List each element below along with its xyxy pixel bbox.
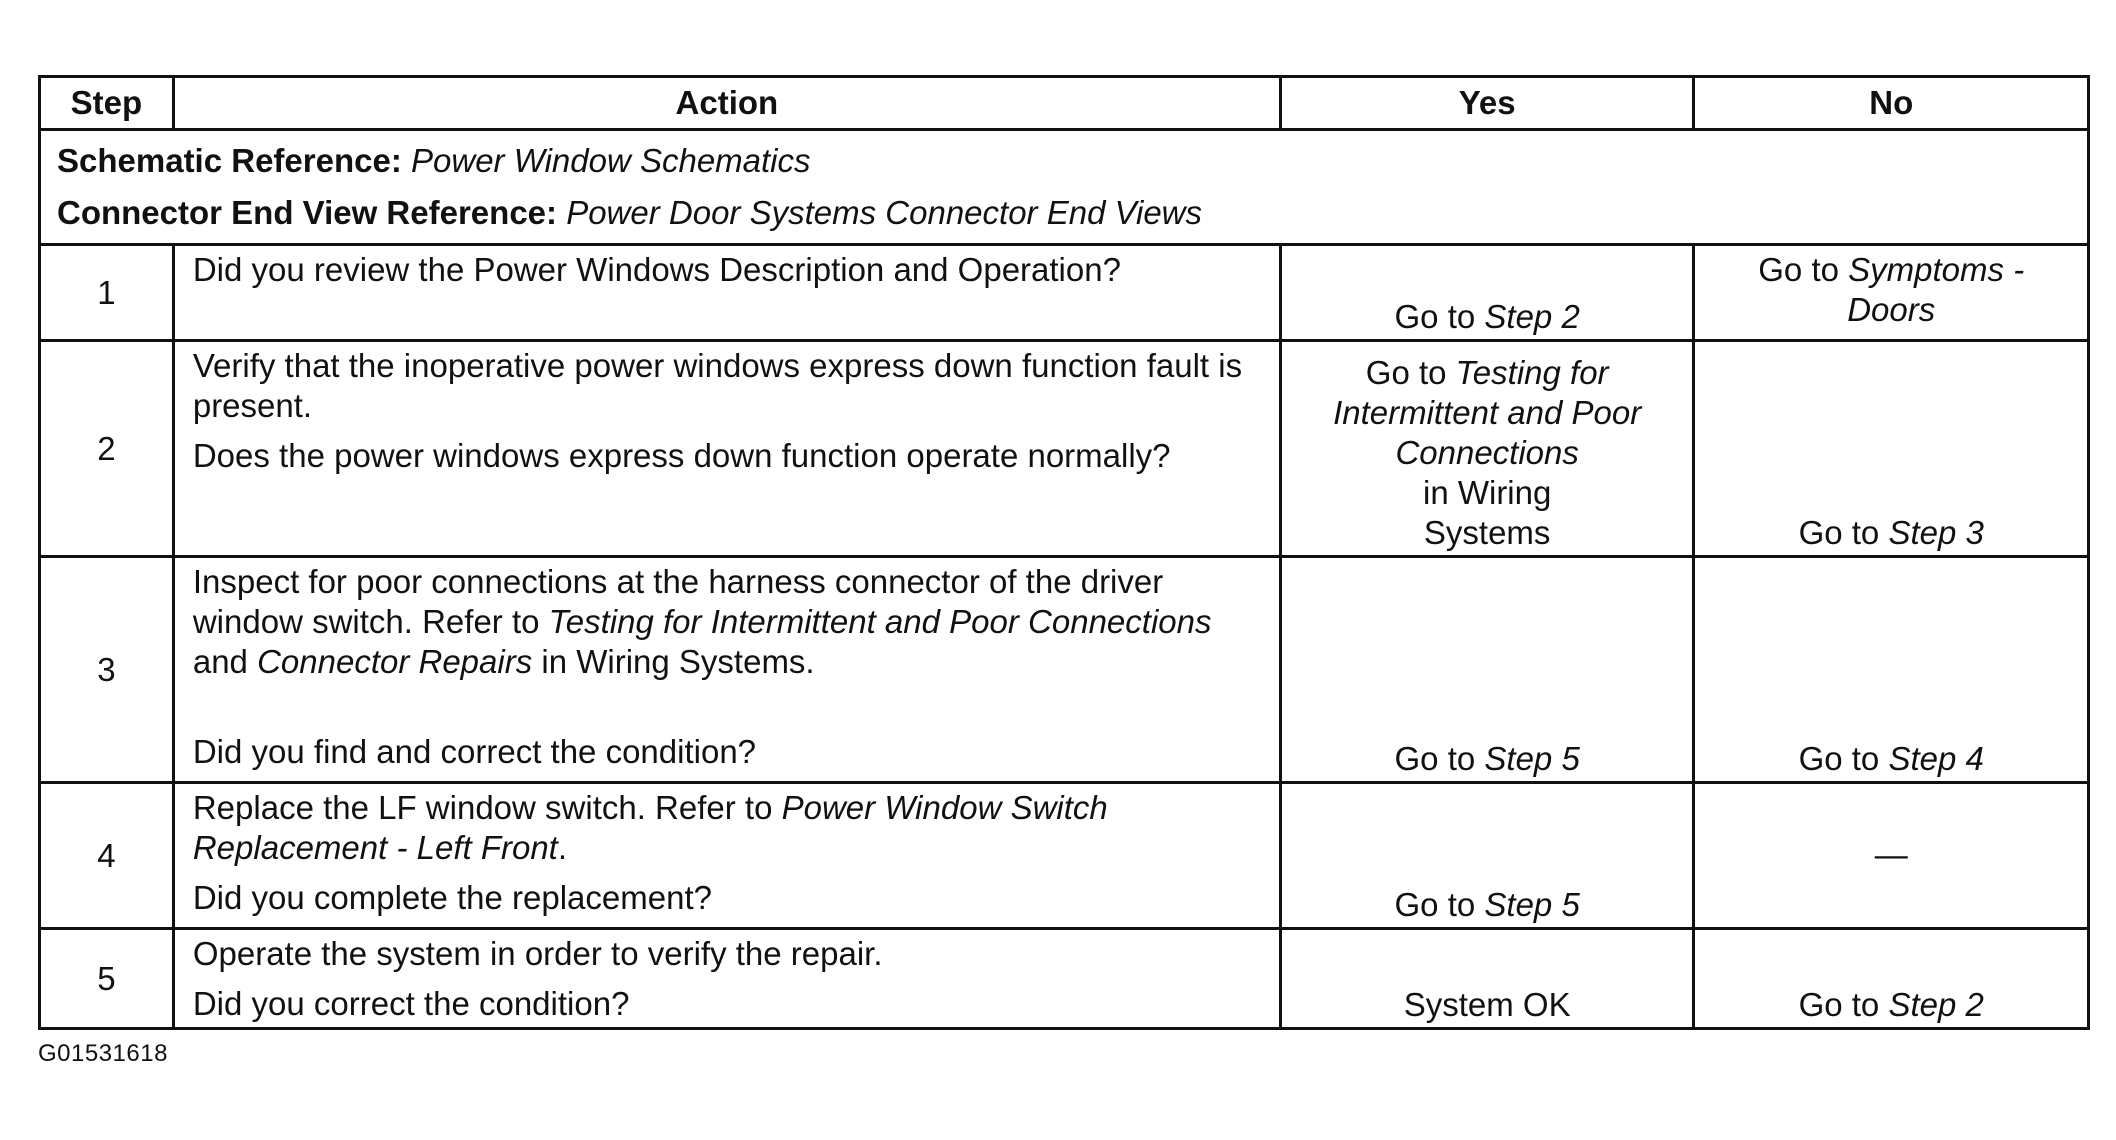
no-cell: [1694, 783, 2089, 929]
action-text: Operate the system in order to verify the repair.: [192, 935, 883, 972]
action-question: Did you review the Power Windows Description and Operation?: [192, 251, 1121, 288]
action-text-part: .: [557, 829, 568, 866]
action-text-part: Replace the LF window switch. Refer to: [192, 789, 782, 826]
step-number: 1: [40, 245, 174, 341]
diagnostic-table: [38, 75, 2090, 1030]
no-prefix: Go to: [1798, 514, 1889, 551]
yes-step-ref: Step 2: [1484, 298, 1580, 335]
step-row-4: [40, 783, 2089, 929]
yes-step-ref: Step 5: [1484, 740, 1580, 777]
action-cell: [173, 929, 1280, 1029]
action-cell: [173, 245, 1280, 341]
action-ref-connector-repairs: Connector Repairs: [257, 643, 533, 680]
schematic-reference-label: Schematic Reference:: [57, 142, 402, 179]
no-step-ref: Step 3: [1888, 514, 1984, 551]
yes-cell: [1280, 245, 1694, 341]
action-cell: [173, 341, 1280, 557]
action-ref-testing: Testing for Intermittent and Poor Connections: [548, 603, 1212, 640]
action-cell: [173, 783, 1280, 929]
header-yes: Yes: [1280, 77, 1694, 130]
action-text: [193, 558, 1263, 682]
step-number: 4: [40, 783, 174, 929]
yes-cell: [1280, 341, 1694, 557]
action-text-part: and: [192, 643, 258, 680]
header-step: Step: [40, 77, 174, 130]
step-number: 5: [40, 929, 174, 1029]
action-text: [193, 784, 1263, 868]
connector-reference: [57, 187, 2071, 239]
no-cell: [1694, 341, 2089, 557]
no-cell: [1694, 929, 2089, 1029]
no-cell: [1694, 245, 2089, 341]
header-row: [40, 77, 2089, 130]
yes-prefix: Go to: [1365, 354, 1456, 391]
step-row-1: [40, 245, 2089, 341]
yes-cell: [1280, 929, 1694, 1029]
yes-ref-line3: Connections: [1395, 434, 1579, 471]
yes-prefix: Go to: [1394, 740, 1485, 777]
action-text: Verify that the inoperative power windows express down function fault is present.: [192, 347, 1243, 424]
no-prefix: Go to: [1758, 251, 1849, 288]
yes-prefix: Go to: [1394, 298, 1485, 335]
schematic-reference: [57, 135, 2071, 187]
action-cell: [173, 557, 1280, 783]
action-question: Did you correct the condition?: [192, 985, 630, 1022]
schematic-reference-value: Power Window Schematics: [411, 142, 811, 179]
yes-cell: [1280, 783, 1694, 929]
step-row-5: [40, 929, 2089, 1029]
step-row-2: [40, 341, 2089, 557]
header-action: Action: [173, 77, 1280, 130]
step-number: 2: [40, 341, 174, 557]
action-question: Does the power windows express down function operate normally?: [192, 437, 1171, 474]
yes-value: System OK: [1403, 986, 1571, 1023]
no-ref-line1: Symptoms -: [1848, 251, 2025, 288]
action-ref-switch-replacement: Power Window Switch Replacement - Left Front: [192, 789, 1108, 866]
no-prefix: Go to: [1798, 986, 1889, 1023]
no-step-ref: Step 4: [1888, 740, 1984, 777]
yes-cell: [1280, 557, 1694, 783]
connector-reference-label: Connector End View Reference:: [57, 194, 558, 231]
no-ref-line2: Doors: [1847, 291, 1936, 328]
no-dash: —: [1874, 835, 1908, 873]
no-prefix: Go to: [1798, 740, 1889, 777]
step-number: 3: [40, 557, 174, 783]
yes-prefix: Go to: [1394, 886, 1485, 923]
header-no: No: [1694, 77, 2089, 130]
reference-row: [40, 130, 2089, 245]
yes-ref-line1: Testing for: [1455, 354, 1609, 391]
yes-suffix-line2: Systems: [1423, 514, 1551, 551]
no-cell: [1694, 557, 2089, 783]
yes-step-ref: Step 5: [1484, 886, 1580, 923]
action-question: Did you complete the replacement?: [192, 879, 712, 916]
no-step-ref: Step 2: [1888, 986, 1984, 1023]
yes-ref-line2: Intermittent and Poor: [1333, 394, 1642, 431]
figure-id: G01531618: [38, 1040, 168, 1067]
yes-suffix-line1: in Wiring: [1422, 474, 1552, 511]
action-question: Did you find and correct the condition?: [192, 733, 757, 770]
reference-cell: [40, 130, 2089, 245]
connector-reference-value: Power Door Systems Connector End Views: [566, 194, 1203, 231]
step-row-3: [40, 557, 2089, 783]
action-text-part: in Wiring Systems.: [532, 643, 815, 680]
action-text-part: Inspect for poor connections at the harness connector of the driver window switch. Refer to: [192, 563, 1164, 640]
